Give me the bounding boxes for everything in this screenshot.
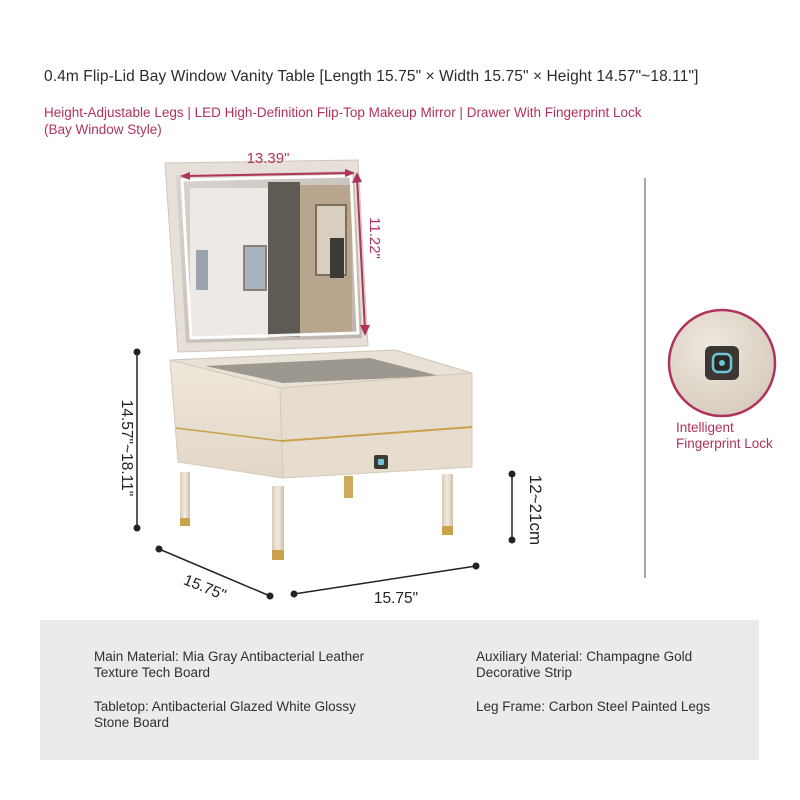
depth-dimension bbox=[156, 546, 274, 605]
length-dimension bbox=[291, 563, 480, 608]
leg-height-dimension bbox=[509, 471, 546, 546]
mirror-height-label: 11.22" bbox=[366, 217, 383, 259]
cabinet bbox=[170, 350, 472, 478]
spec-auxiliary-material: Auxiliary Material: Champagne Gold Decorative Strip bbox=[476, 649, 693, 680]
depth-label: 15.75" bbox=[180, 571, 229, 605]
table-height-label: 14.57"~18.11" bbox=[118, 399, 135, 497]
spec-tabletop: Tabletop: Antibacterial Glazed White Glossy Stone Board bbox=[94, 699, 356, 730]
length-label: 15.75" bbox=[373, 590, 419, 607]
flip-mirror bbox=[165, 160, 368, 352]
table-height-dimension bbox=[118, 349, 141, 532]
material-specs-panel bbox=[40, 620, 759, 760]
fingerprint-lock-callout bbox=[669, 310, 775, 416]
mirror-width-label: 13.39" bbox=[246, 150, 290, 167]
spec-leg-frame: Leg Frame: Carbon Steel Painted Legs bbox=[476, 699, 711, 714]
spec-main-material: Main Material: Mia Gray Antibacterial Leather Texture Tech Board bbox=[94, 649, 365, 680]
fingerprint-lock-caption: Intelligent Fingerprint Lock bbox=[676, 420, 773, 451]
legs bbox=[180, 472, 453, 560]
product-subtitle: Height-Adjustable Legs | LED High-Definition Flip-Top Makeup Mirror | Drawer With Fingerprint Lock (Bay Window Style) bbox=[44, 105, 642, 137]
leg-height-label: 12~21cm bbox=[526, 474, 545, 546]
product-title: 0.4m Flip-Lid Bay Window Vanity Table [Length 15.75" × Width 15.75" × Height 14.57"~18.11"] bbox=[44, 68, 699, 85]
